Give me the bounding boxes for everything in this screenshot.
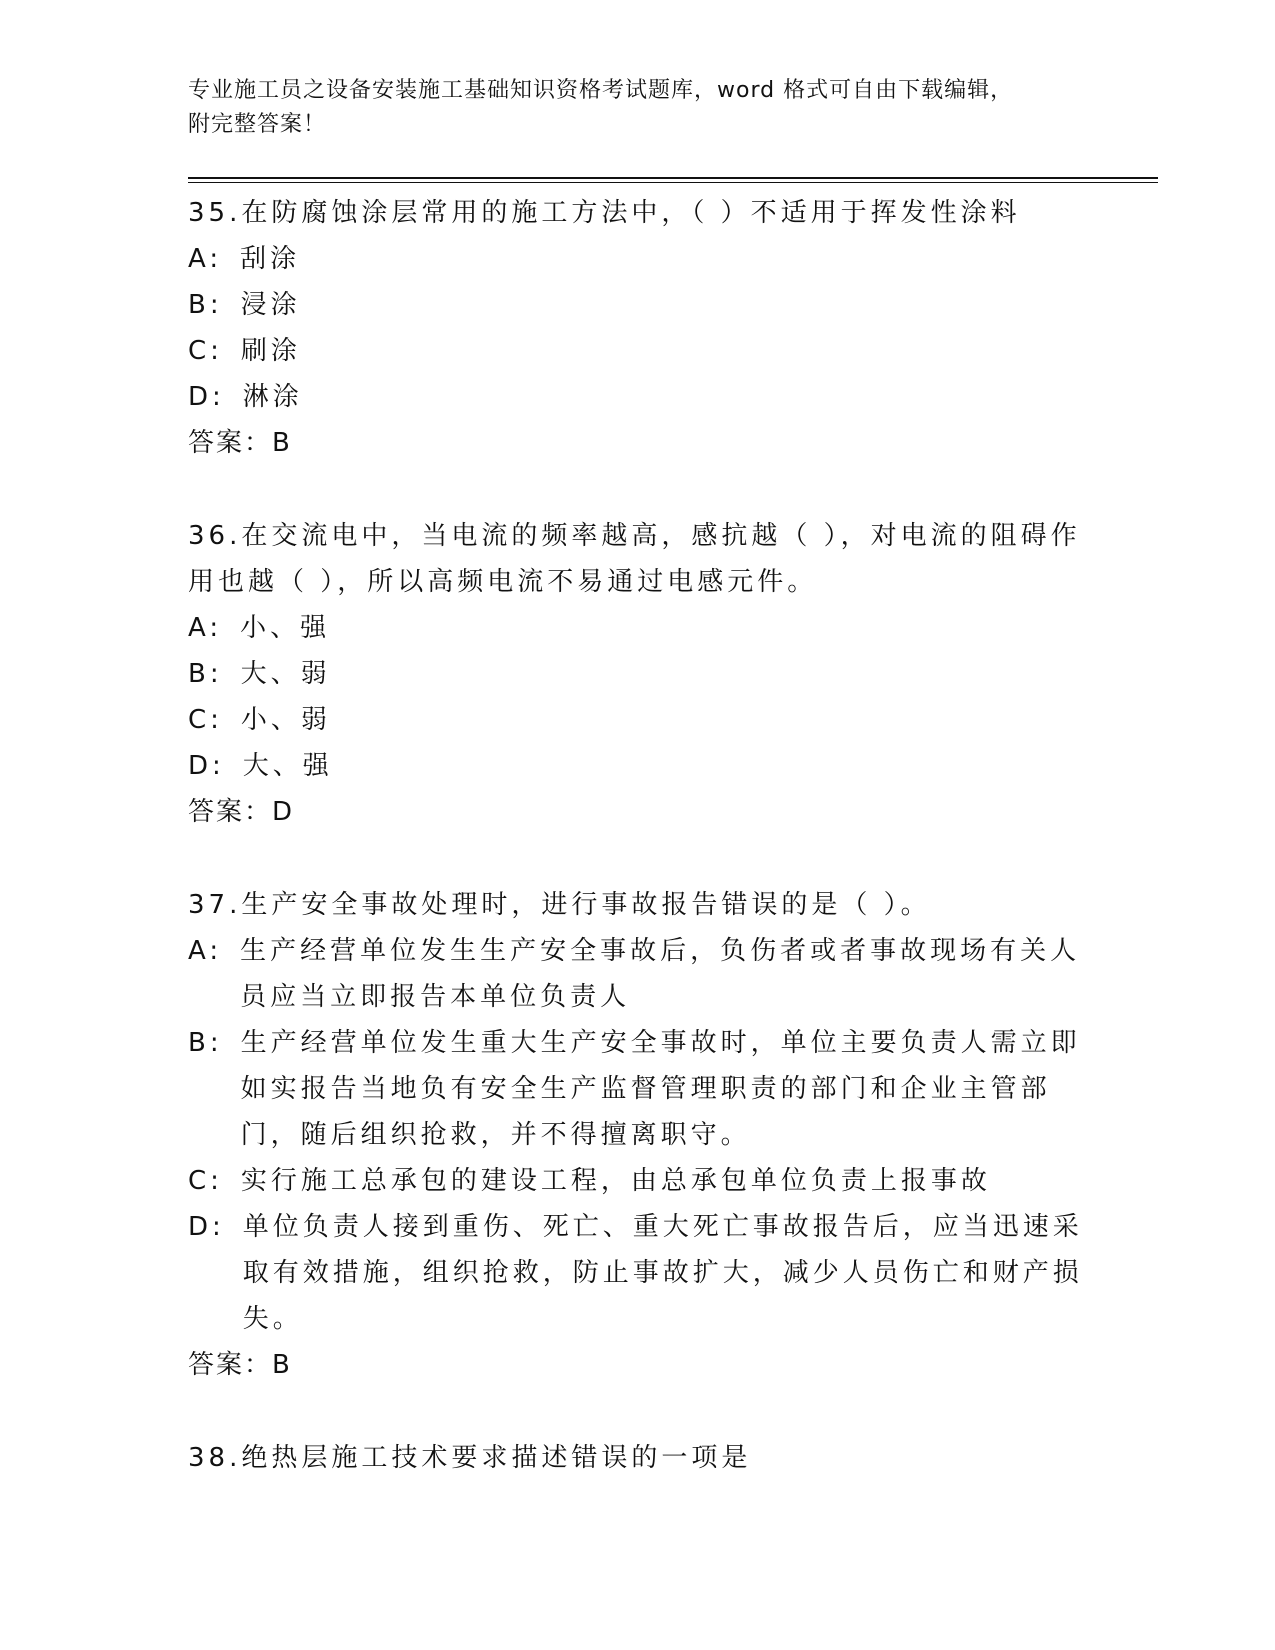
answer-line: 答案：B xyxy=(188,1350,292,1380)
option-text: 生产经营单位发生生产安全事故后，负伤者或者事故现场有关人员应当立即报告本单位负责人 xyxy=(240,936,1081,1012)
option-key: C: xyxy=(188,705,223,735)
option-text: 浸涂 xyxy=(240,290,301,320)
question-list xyxy=(188,190,1088,1528)
option-text: 生产经营单位发生重大生产安全事故时，单位主要负责人需立即如实报告当地负有安全生产监督管理职责的部门和企业主管部门，随后组织抢救，并不得擅离职守。 xyxy=(240,1028,1081,1150)
header-divider-thin xyxy=(188,182,1158,183)
question-36 xyxy=(188,513,1088,835)
question-stem: 37.生产安全事故处理时，进行事故报告错误的是（ ）。 xyxy=(188,890,931,920)
option-key: B: xyxy=(188,1028,223,1058)
answer-line: 答案：D xyxy=(188,797,295,827)
option-key: D: xyxy=(188,1212,225,1242)
option-key: D: xyxy=(188,751,225,781)
option-text: 小、强 xyxy=(240,613,331,643)
option-text: 大、强 xyxy=(242,751,333,781)
option-text: 实行施工总承包的建设工程，由总承包单位负责上报事故 xyxy=(240,1166,991,1196)
option-c xyxy=(188,328,1088,374)
option-c xyxy=(188,1158,1088,1204)
option-key: C: xyxy=(188,1166,223,1196)
question-35 xyxy=(188,190,1088,466)
option-key: C: xyxy=(188,336,223,366)
option-text: 刷涂 xyxy=(240,336,301,366)
answer-line: 答案：B xyxy=(188,428,292,458)
question-stem: 35.在防腐蚀涂层常用的施工方法中，（ ）不适用于挥发性涂料 xyxy=(188,198,1021,228)
question-stem-continued: 用也越（ ），所以高频电流不易通过电感元件。 xyxy=(188,567,818,597)
option-key: B: xyxy=(188,290,223,320)
question-38 xyxy=(188,1435,1088,1481)
header-line-2: 附完整答案！ xyxy=(188,112,327,137)
option-key: A: xyxy=(188,244,223,274)
option-c xyxy=(188,697,1088,743)
question-37 xyxy=(188,882,1088,1388)
option-key: A: xyxy=(188,613,223,643)
option-a xyxy=(188,605,1088,651)
header-line-1: 专业施工员之设备安装施工基础知识资格考试题库，word 格式可自由下载编辑， xyxy=(188,78,1014,103)
option-a xyxy=(188,236,1088,282)
question-stem: 36.在交流电中，当电流的频率越高，感抗越（ ），对电流的阻碍作 xyxy=(188,521,1081,551)
option-d xyxy=(188,374,1088,420)
document-header xyxy=(188,74,1068,142)
option-text: 大、弱 xyxy=(240,659,331,689)
option-b xyxy=(188,1020,1088,1158)
option-a xyxy=(188,928,1088,1020)
option-key: B: xyxy=(188,659,223,689)
option-b xyxy=(188,651,1088,697)
option-b xyxy=(188,282,1088,328)
option-key: A: xyxy=(188,936,223,966)
option-text: 单位负责人接到重伤、死亡、重大死亡事故报告后，应当迅速采取有效措施，组织抢救，防止事故扩大，减少人员伤亡和财产损失。 xyxy=(242,1212,1083,1334)
option-key: D: xyxy=(188,382,225,412)
question-stem: 38.绝热层施工技术要求描述错误的一项是 xyxy=(188,1443,752,1473)
option-d xyxy=(188,743,1088,789)
option-text: 刮涂 xyxy=(240,244,301,274)
option-d xyxy=(188,1204,1088,1342)
option-text: 小、弱 xyxy=(240,705,331,735)
option-text: 淋涂 xyxy=(242,382,303,412)
header-divider-thick xyxy=(188,177,1158,179)
